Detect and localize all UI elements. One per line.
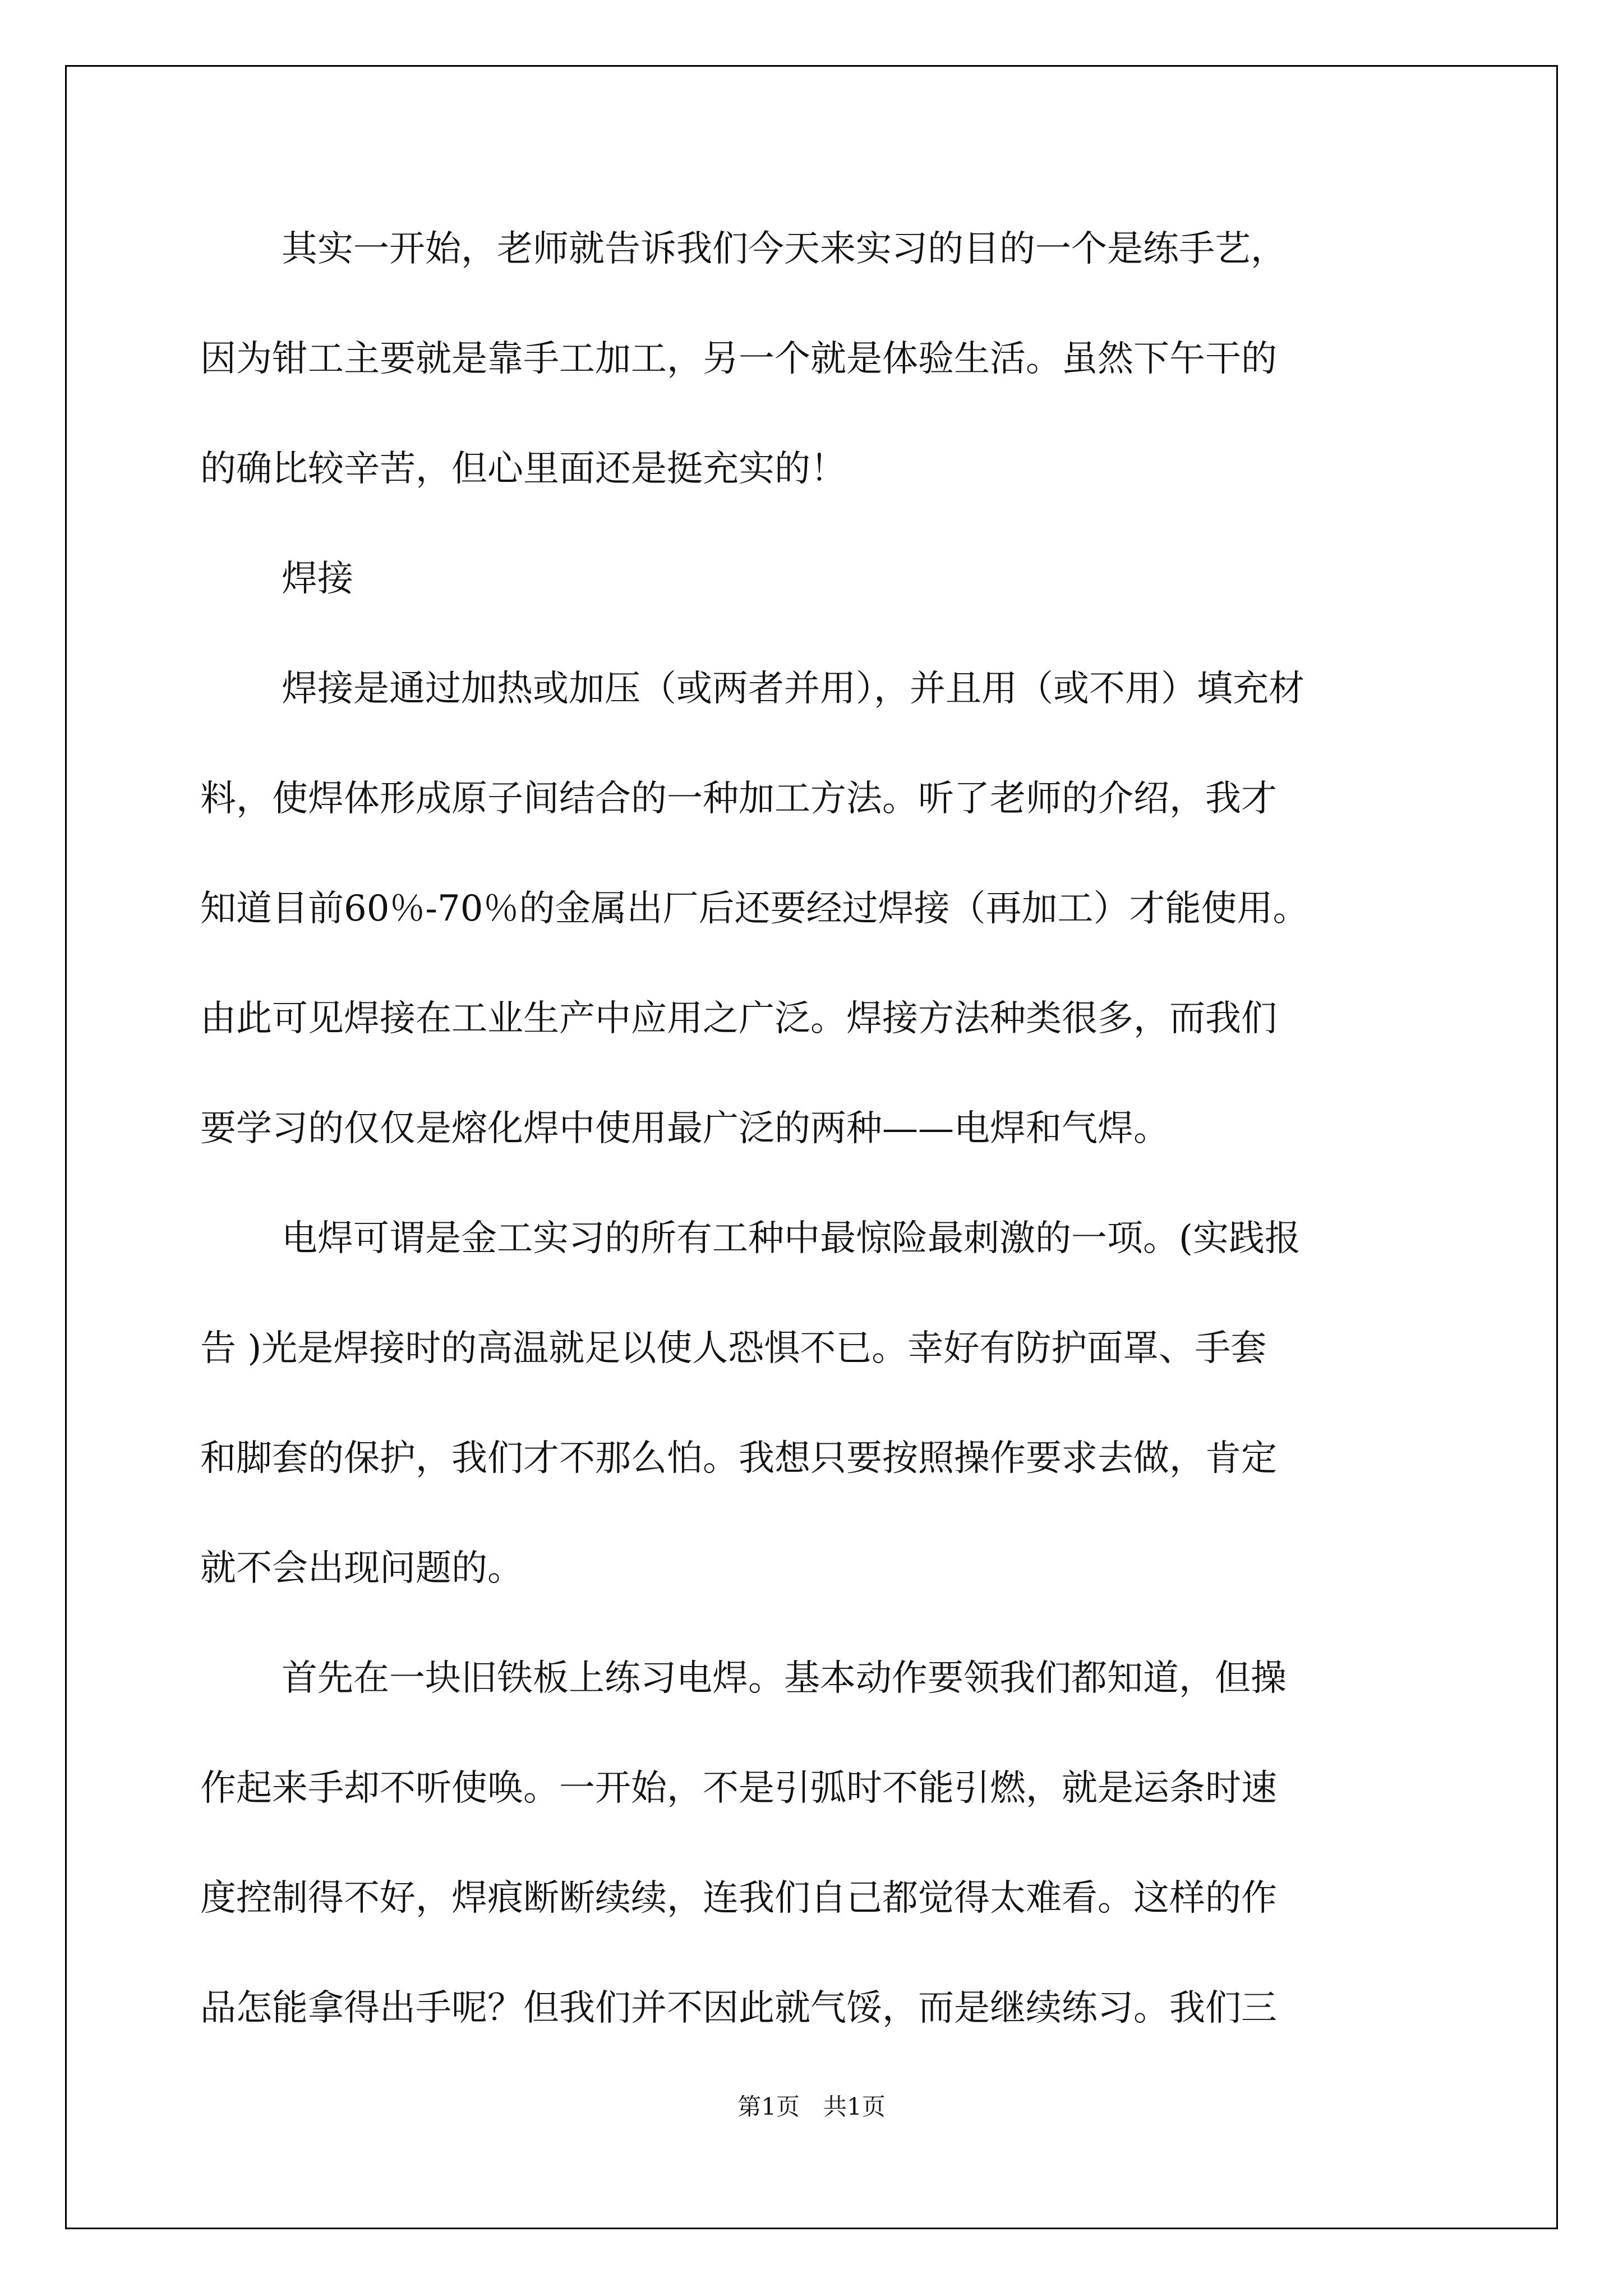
paragraph-line: 就不会出现问题的。 <box>200 1548 523 1589</box>
paragraph-line: 料，使焊体形成原子间结合的一种加工方法。听了老师的介绍，我才 <box>200 778 1277 820</box>
paragraph-line: 其实一开始，老师就告诉我们今天来实习的目的一个是练手艺， <box>282 228 1287 270</box>
page-footer: 第1页 共1页 <box>737 2093 886 2120</box>
paragraph-line: 度控制得不好，焊痕断断续续，连我们自己都觉得太难看。这样的作 <box>200 1878 1277 1919</box>
paragraph-line: 的确比较辛苦，但心里面还是挺充实的！ <box>200 448 846 490</box>
paragraph-line: 由此可见焊接在工业生产中应用之广泛。焊接方法种类很多，而我们 <box>200 998 1277 1039</box>
section-heading: 焊接 <box>282 558 353 600</box>
paragraph-line: 品怎能拿得出手呢？但我们并不因此就气馁，而是继续练习。我们三 <box>200 1987 1277 2029</box>
paragraph-line: 知道目前60％-70％的金属出厂后还要经过焊接（再加工）才能使用。 <box>200 888 1309 930</box>
paragraph-line: 要学习的仅仅是熔化焊中使用最广泛的两种——电焊和气焊。 <box>200 1108 1169 1149</box>
paragraph-line: 因为钳工主要就是靠手工加工，另一个就是体验生活。虽然下午干的 <box>200 338 1277 380</box>
paragraph-line: 和脚套的保护，我们才不那么怕。我想只要按照操作要求去做，肯定 <box>200 1438 1277 1479</box>
paragraph-line: 告 )光是焊接时的高温就足以使人恐惧不已。幸好有防护面罩、手套 <box>200 1328 1267 1369</box>
paragraph-line: 电焊可谓是金工实习的所有工种中最惊险最刺激的一项。(实践报 <box>282 1218 1301 1259</box>
paragraph-line: 首先在一块旧铁板上练习电焊。基本动作要领我们都知道，但操 <box>282 1658 1287 1699</box>
paragraph-line: 焊接是通过加热或加压（或两者并用），并且用（或不用）填充材 <box>282 668 1304 710</box>
paragraph-line: 作起来手却不听使唤。一开始，不是引弧时不能引燃，就是运条时速 <box>200 1768 1277 1809</box>
